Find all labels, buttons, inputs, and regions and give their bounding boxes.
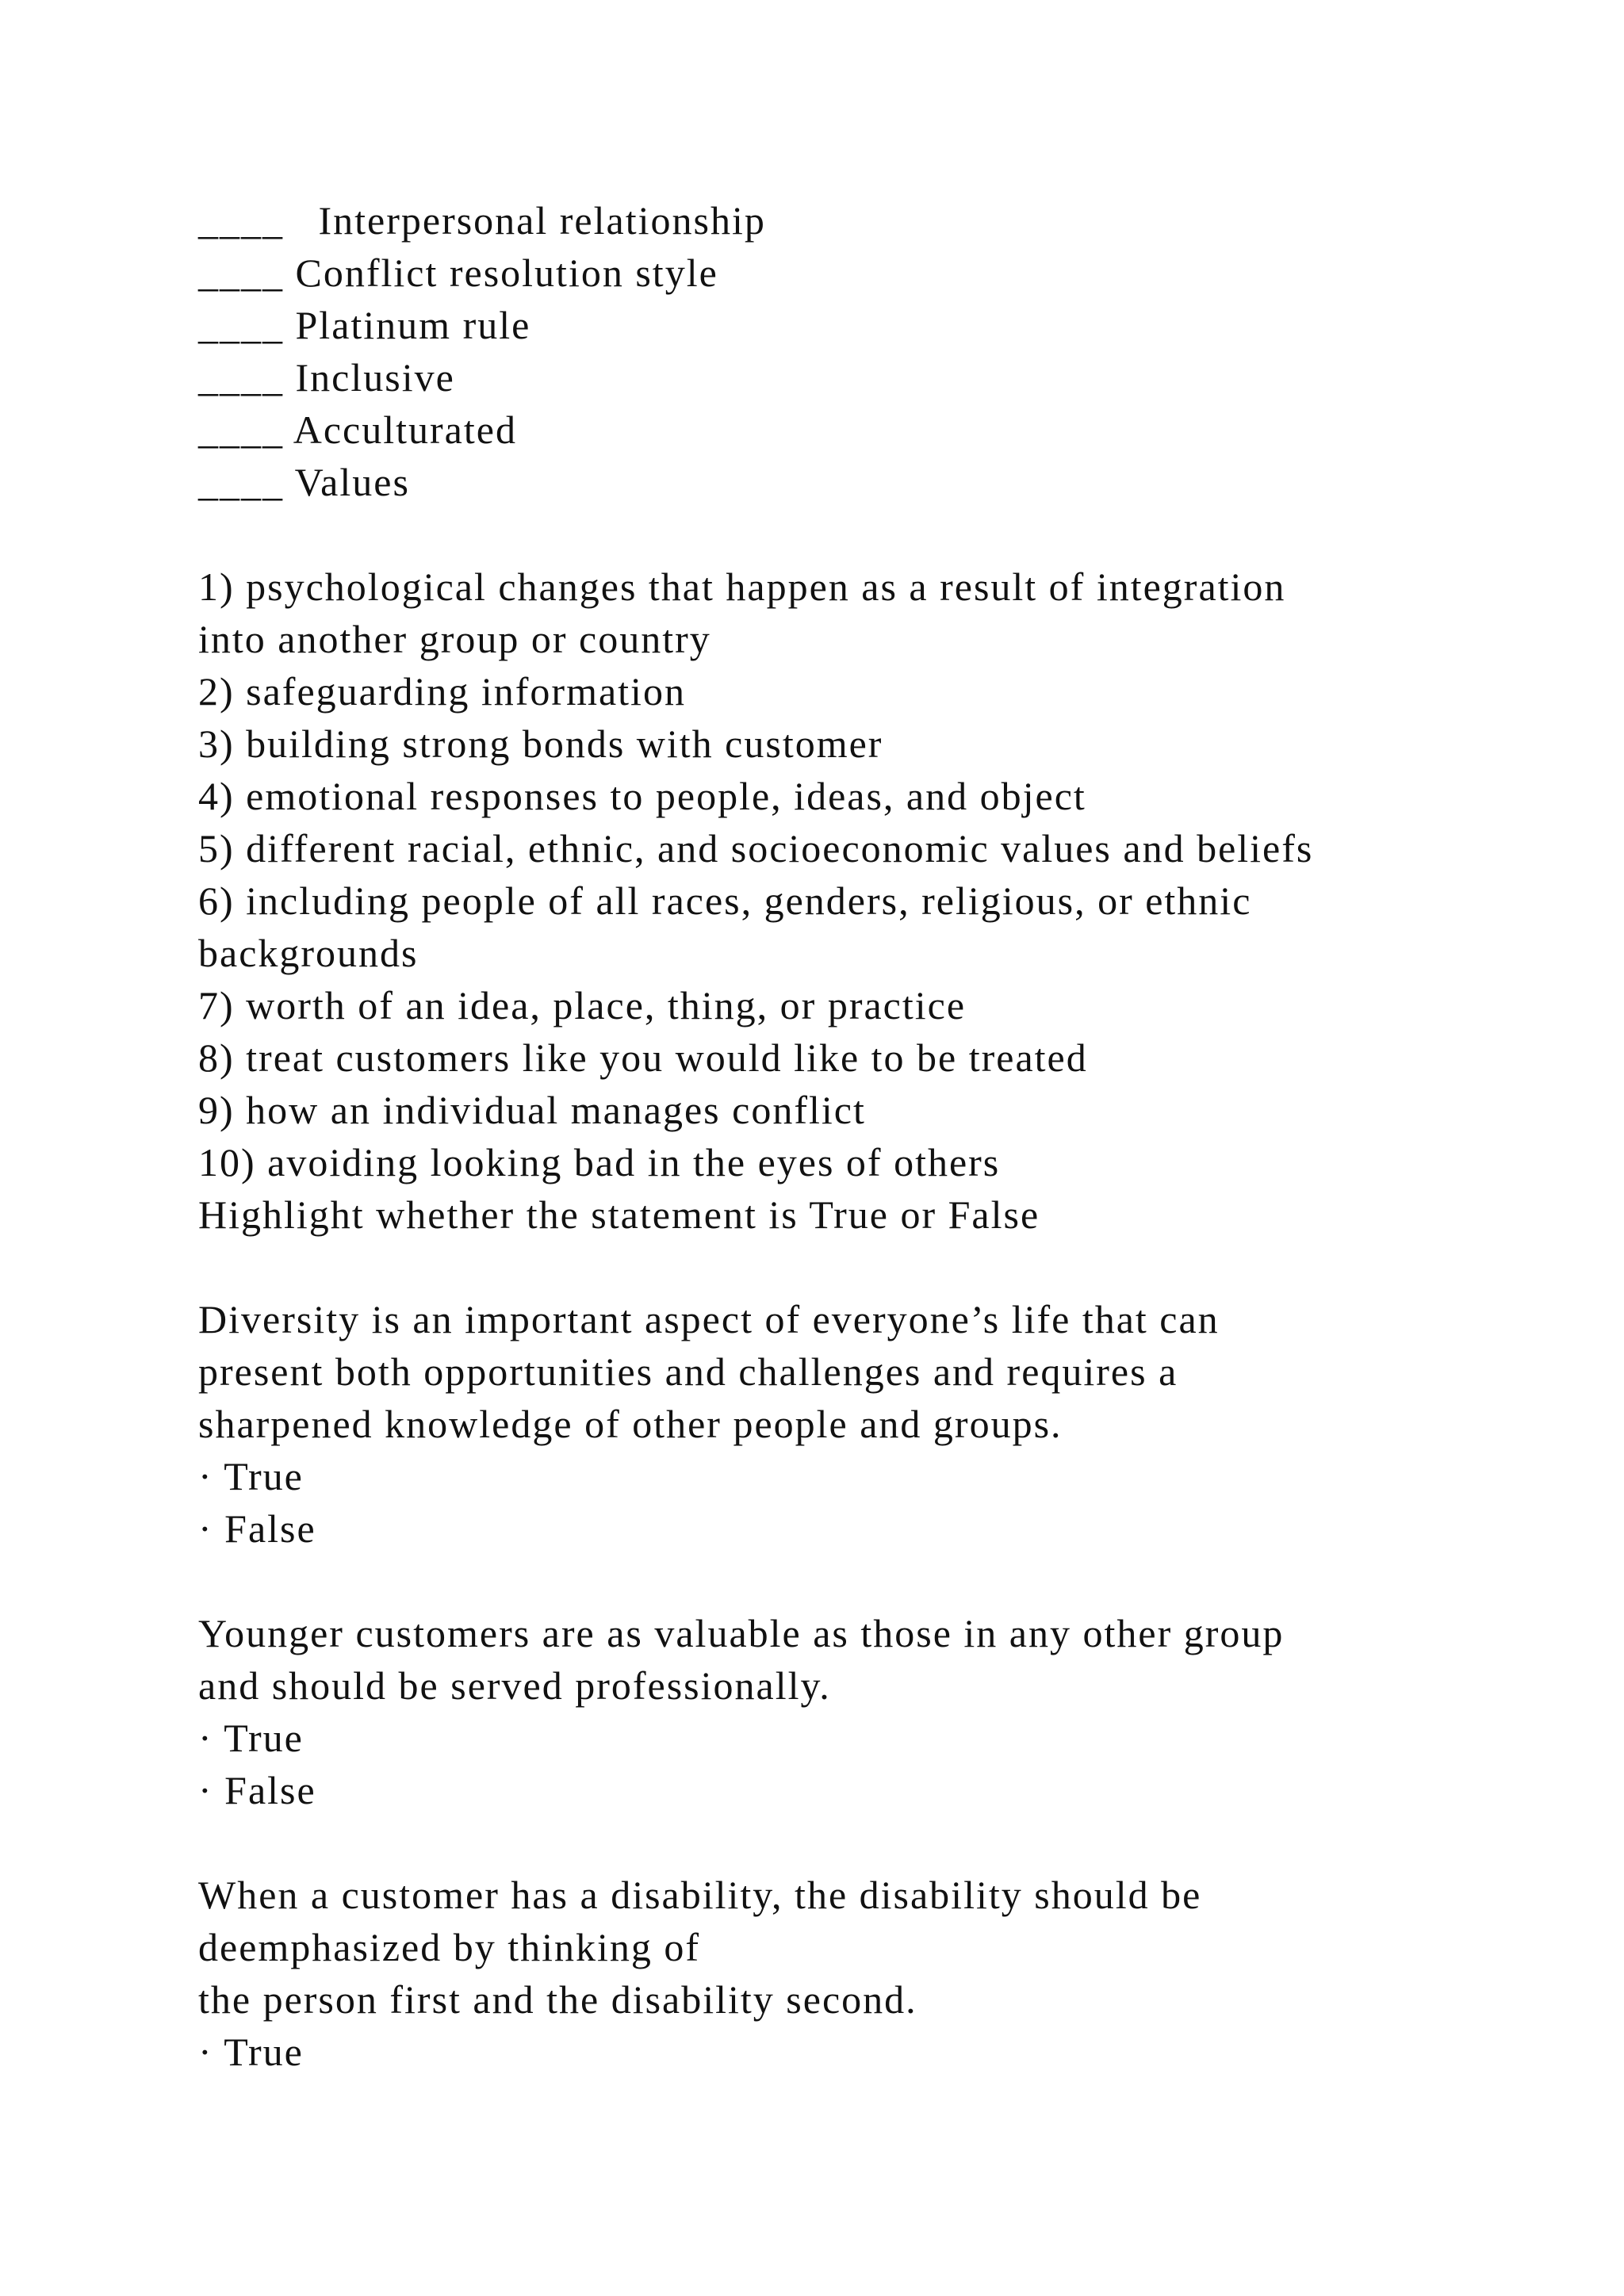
- question-text: and should be served professionally.: [198, 1663, 831, 1708]
- term-line: ____ Conflict resolution style: [198, 251, 718, 295]
- option-true[interactable]: · True: [198, 1454, 304, 1498]
- question-text: sharpened knowledge of other people and groups.: [198, 1402, 1063, 1446]
- question-text: When a customer has a disability, the disability should be: [198, 1873, 1202, 1917]
- term-line: ____ Interpersonal relationship: [198, 198, 766, 243]
- definition-line: backgrounds: [198, 931, 419, 975]
- spacer: [198, 508, 1546, 561]
- definition-line: 4) emotional responses to people, ideas, and object: [198, 774, 1086, 818]
- term-line: ____ Inclusive: [198, 355, 455, 400]
- option-false[interactable]: · False: [198, 1506, 316, 1551]
- term-line: ____ Values: [198, 460, 410, 504]
- definition-line: 3) building strong bonds with customer: [198, 721, 883, 766]
- term-line: ____ Platinum rule: [198, 303, 531, 347]
- definition-line: 9) how an individual manages conflict: [198, 1088, 866, 1132]
- definition-line: 6) including people of all races, genders, religious, or ethnic: [198, 878, 1252, 923]
- question-2: [198, 1607, 1546, 1816]
- spacer: [198, 1816, 1546, 1869]
- option-true[interactable]: · True: [198, 2030, 304, 2074]
- question-3: [198, 1869, 1546, 2078]
- definition-line: 8) treat customers like you would like to be treated: [198, 1035, 1088, 1080]
- document-page: [198, 194, 1546, 2078]
- definition-line: 2) safeguarding information: [198, 669, 686, 714]
- section-instruction: Highlight whether the statement is True or False: [198, 1192, 1040, 1237]
- option-true[interactable]: · True: [198, 1716, 304, 1760]
- question-text: the person first and the disability second.: [198, 1977, 917, 2022]
- option-false[interactable]: · False: [198, 1768, 316, 1812]
- definition-line: into another group or country: [198, 617, 711, 661]
- matching-definitions: [198, 561, 1546, 1188]
- definition-line: 5) different racial, ethnic, and socioeconomic values and beliefs: [198, 826, 1314, 871]
- term-line: ____ Acculturated: [198, 408, 517, 452]
- question-text: deemphasized by thinking of: [198, 1925, 701, 1969]
- question-text: present both opportunities and challenges and requires a: [198, 1349, 1178, 1394]
- spacer: [198, 1241, 1546, 1293]
- definition-line: 1) psychological changes that happen as a result of integration: [198, 564, 1286, 609]
- definition-line: 10) avoiding looking bad in the eyes of others: [198, 1140, 1001, 1184]
- question-text: Younger customers are as valuable as those in any other group: [198, 1611, 1285, 1655]
- question-text: Diversity is an important aspect of everyone’s life that can: [198, 1297, 1220, 1341]
- question-1: [198, 1293, 1546, 1555]
- definition-line: 7) worth of an idea, place, thing, or practice: [198, 983, 967, 1027]
- matching-terms: [198, 194, 1546, 508]
- spacer: [198, 1555, 1546, 1607]
